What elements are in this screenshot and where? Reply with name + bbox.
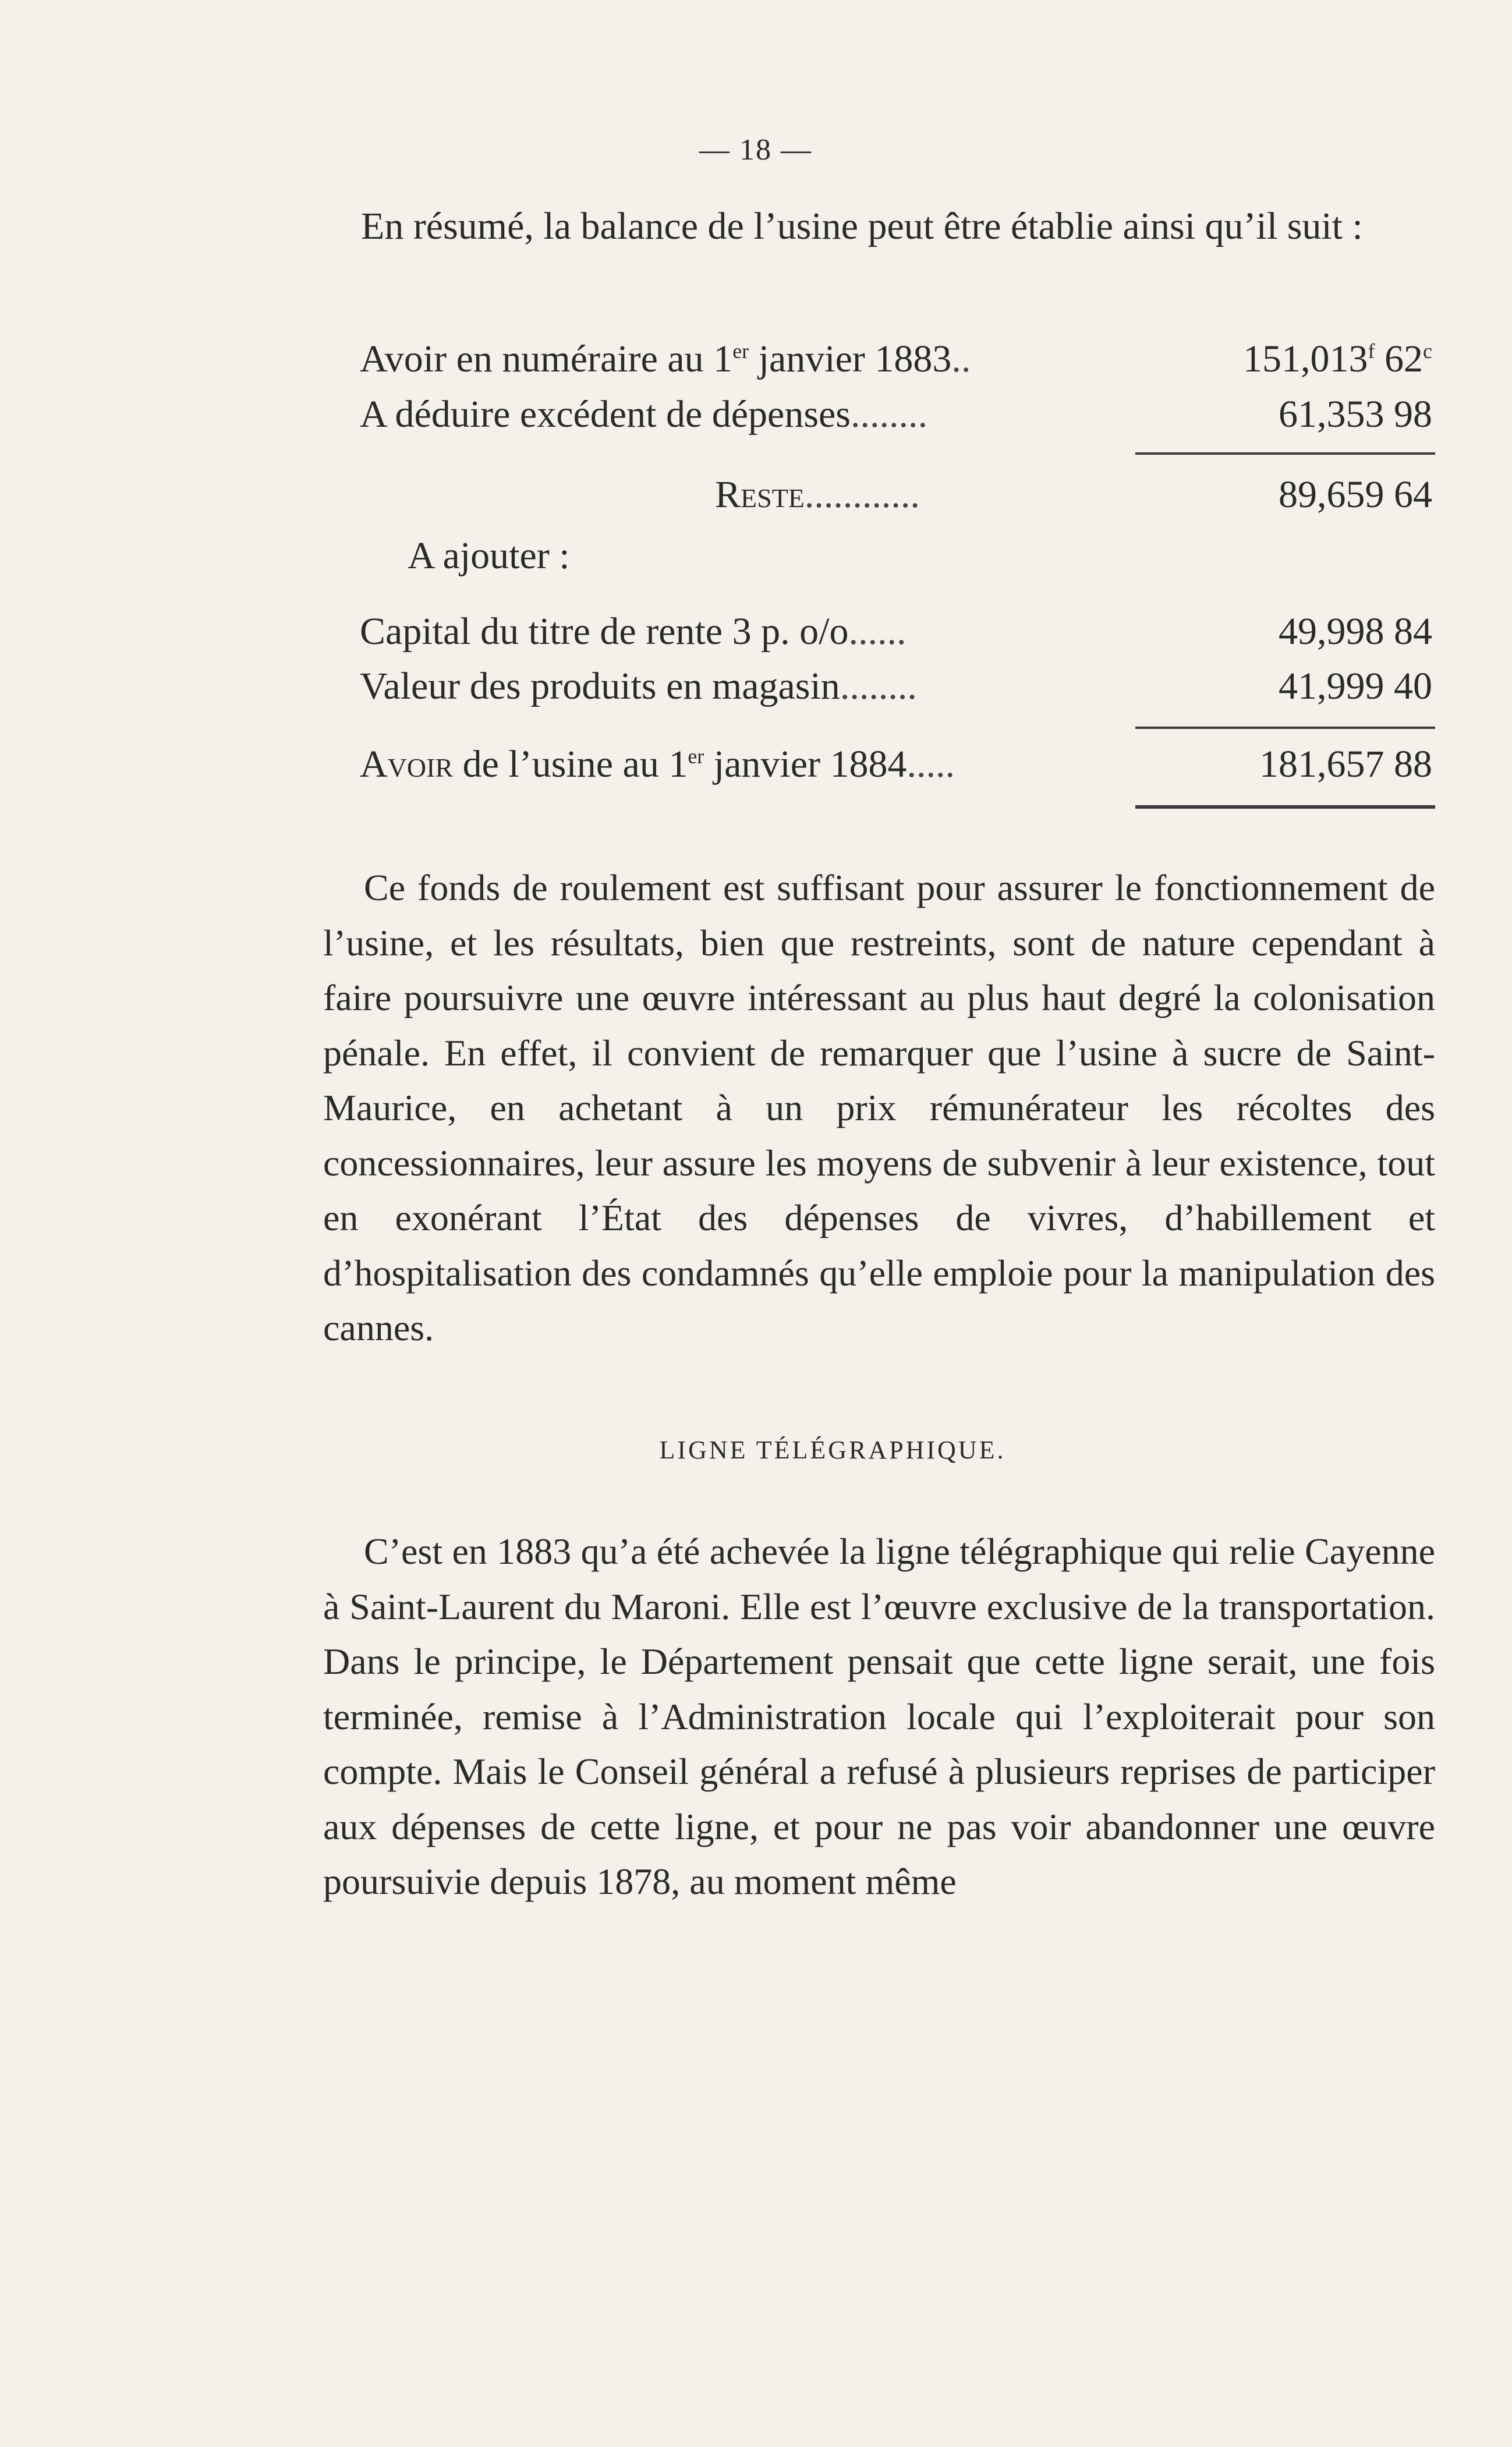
row-value: 41,999 40 <box>1279 665 1432 707</box>
paragraph-fonds-de-roulement: Ce fonds de roulement est suffisant pour assurer le fonctionnement de l’usine, et les résultats, bien que restreints, sont de nature cependant à faire poursuivre une œuvre intéressant au plus haut degré la colonisation pénale. En effet, il convient de remarquer que l’usine à sucre de Saint-Maurice, en achetant à un prix rémunérateur les récoltes des concessionnaires, leur assure les moyens de subvenir à leur existence, tout en exonérant l’État des dépenses de vivres, d’habillement et d’hospitalisation des condamnés qu’elle emploie pour la manipulation des cannes. <box>323 867 1435 1348</box>
row-value: 151,013$^f$ 62$^c$ <box>1243 338 1432 380</box>
balance-row-avoir-usine <box>360 738 1432 791</box>
balance-row-reste <box>360 469 1432 521</box>
intro-text: En résumé, la balance de l’usine peut être établie ainsi qu’il suit : <box>361 205 1363 247</box>
row-label: Reste............ <box>715 473 920 516</box>
section-heading: LIGNE TÉLÉGRAPHIQUE. <box>659 1436 1006 1464</box>
row-label: Avoir de l’usine au 1er janvier 1884..... <box>360 743 955 785</box>
row-label: Capital du titre de rente 3 p. o/o...... <box>360 610 907 653</box>
a-ajouter-label: A ajouter : <box>408 534 570 577</box>
row-value: 49,998 84 <box>1279 610 1432 653</box>
row-value: 61,353 98 <box>1279 393 1432 435</box>
row-label: Avoir en numéraire au 1er janvier 1883.. <box>360 338 971 380</box>
page-number: — 18 — <box>699 133 812 167</box>
rule-total <box>1135 727 1435 729</box>
balance-row-valeur <box>360 660 1432 713</box>
rule-final <box>1135 805 1435 809</box>
row-value: 89,659 64 <box>1279 473 1432 516</box>
balance-row-a-deduire <box>360 388 1432 441</box>
row-label: Valeur des produits en magasin........ <box>360 665 917 707</box>
row-label: A déduire excédent de dépenses........ <box>360 393 927 435</box>
row-value: 181,657 88 <box>1259 743 1432 785</box>
rule-subtotal <box>1135 452 1435 455</box>
balance-row-capital <box>360 605 1432 658</box>
paragraph-ligne-telegraphique: C’est en 1883 qu’a été achevée la ligne télégraphique qui relie Cayenne à Saint-Laurent du Maroni. Elle est l’œuvre exclusive de la transportation. Dans le principe, le Département pensait que cette ligne serait, une fois terminée, remise à l’Administration locale qui l’exploiterait pour son compte. Mais le Conseil général a refusé à plusieurs reprises de participer aux dépenses de cette ligne, et pour ne pas voir abandonner une œuvre poursuivie depuis 1878, au moment même <box>323 1531 1435 1902</box>
balance-row-avoir-numeraire <box>360 333 1432 385</box>
